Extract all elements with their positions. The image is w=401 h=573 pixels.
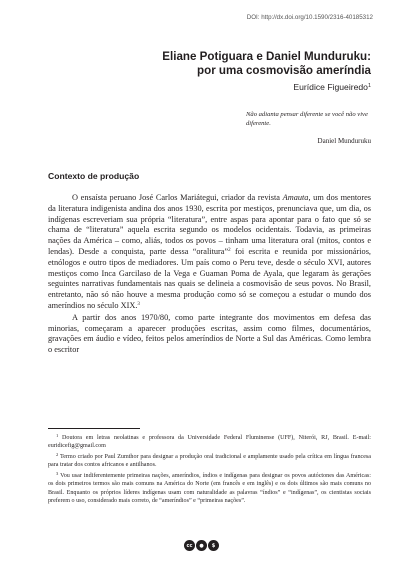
footnote-2-mark: 2 (56, 452, 59, 458)
paragraph-1-text-a: O ensaísta peruano José Carlos Mariátegui, criador da revista (72, 193, 283, 202)
by-icon: ● (196, 540, 207, 551)
footnote-3 (48, 472, 371, 504)
footnote-3-mark: 3 (56, 471, 59, 477)
footnote-3-text: Vou usar indiferentemente primeiras nações, ameríndios, índios e indígenas para designar os povos autóctones das Américas: os dois primeiros termos são mais comuns na América do Norte (em francês e em inglês) e os dois últimos são mais comuns no Brasil. Enquanto os próprios líderes indígenas usam com naturalidade as palavras “índios” e “indígenas”, os cientistas sociais preferem o uso, considerado mais correto, de “ameríndios” e “primeiras nações”. (48, 473, 371, 504)
cc-icon: cc (184, 540, 195, 551)
article-title (162, 50, 371, 77)
doi-link[interactable]: DOI: http://dx.doi.org/10.1590/2316-40185312 (246, 14, 373, 21)
paragraph-1 (48, 193, 371, 312)
author-name: Eurídice Figueiredo (293, 82, 368, 92)
footnote-1-mark: 1 (56, 433, 59, 438)
author-footnote-mark[interactable]: 1 (367, 83, 371, 89)
footnote-ref-2[interactable]: 2 (228, 247, 231, 253)
footnote-1 (48, 434, 371, 450)
title-line-2: por uma cosmovisão ameríndia (197, 63, 371, 77)
footnote-ref-3[interactable]: 3 (137, 301, 140, 307)
journal-name-italic: Amauta (282, 193, 309, 202)
footnote-2-text: Termo criado por Paul Zumthor para designar a produção oral tradicional e amplamente usado pela crítica em língua francesa para tratar dos contos africanos e antilhanos. (48, 454, 371, 469)
paragraph-1-text-b: , um dos mentores da literatura indigenista andina dos anos 1930, escrita por mestiços, prenunciava que, um dia, os indígenas escreveriam sua própria “literatura”, entre aspas para apontar para o fato que só se chama de “literatura” aquela escrita segundo os modelos ocidentais. Todavia, as primeiras nações da América – como, aliás, todos os povos – tinham uma literatura oral (mitos, contos e lendas). Desde a conquista, parte dessa “oralitura” (48, 193, 371, 256)
footnote-2 (48, 453, 371, 469)
paragraph-1-text-c: foi escrita e reunida por missionários, etnólogos e outro tipos de mediadores. Um país como o Peru teve, desde o século XVI, autores mestiços como Inca Garcilaso de la Vega e Guaman Poma de Ayala, que legaram às gerações seguintes narrativas fundamentais nas quais se delineia a cosmovisão de seus povos. No Brasil, entretanto, não só não houve a mesma produção como só se começou a estudar o mundo dos ameríndios no século XIX. (48, 246, 371, 310)
epigraph-quote: Não adianta pensar diferente se você não vive diferente. (246, 111, 368, 127)
title-line-1: Eliane Potiguara e Daniel Munduruku: (162, 50, 371, 63)
epigraph-attribution: Daniel Munduruku (317, 137, 371, 145)
author-line (293, 82, 371, 92)
paragraph-2: A partir dos anos 1970/80, como parte integrante dos movimentos em defesa das minorias, começaram a aparecer produções escritas, assim como filmes, documentários, gravações em áudio e vídeo, feitos pelos ameríndios de Norte a Sul das Américas. Como lembra o escritor (48, 312, 371, 355)
footnotes (48, 434, 371, 508)
nc-icon: $ (208, 540, 219, 551)
footnote-divider (48, 428, 140, 429)
body-text (48, 193, 371, 356)
creative-commons-license[interactable] (184, 540, 220, 551)
footnote-1-text: Doutora em letras neolatinas e professora da Universidade Federal Fluminense (UFF), Niterói, RJ, Brasil. E-mail: euridicefig@gmail.com (48, 435, 371, 450)
section-heading: Contexto de produção (48, 171, 140, 181)
